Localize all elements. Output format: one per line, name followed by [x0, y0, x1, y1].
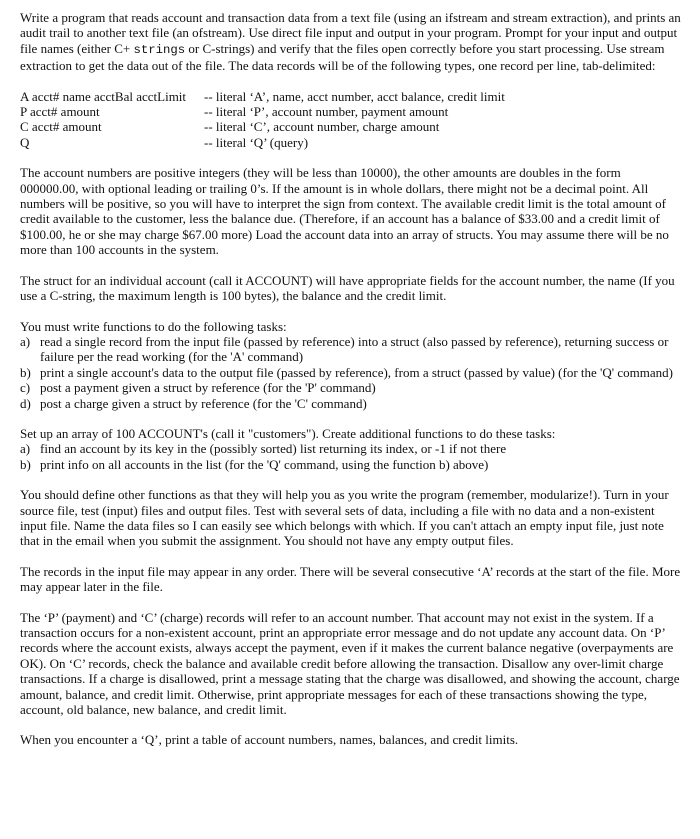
record-format: C acct# amount: [20, 119, 102, 135]
list-item-text: find an account by its key in the (possibly sorted) list returning its index, or -1 if not there: [40, 441, 507, 457]
functions-intro: You must write functions to do the following tasks:: [20, 318, 287, 334]
list-item-text: post a charge given a struct by reference (for the 'C' command): [40, 395, 367, 411]
list-item-label: c): [20, 380, 31, 396]
list-item-text: print a single account's data to the output file (passed by reference), from a struct (passed by value) (for the 'Q' command): [40, 364, 673, 380]
array-tasks-list: [20, 441, 682, 472]
list-item-label: a): [20, 441, 31, 457]
list-item: [20, 441, 682, 456]
functions-list: [20, 334, 682, 411]
array-tasks-intro: Set up an array of 100 ACCOUNT's (call it "customers"). Create additional functions to do these tasks:: [20, 425, 556, 441]
record-format: Q: [20, 134, 30, 150]
payment-charge-paragraph: The ‘P’ (payment) and ‘C’ (charge) records will refer to an account number. That account may not exist in the system. If a transaction occurs for a non-existent account, print an appropriate error message and do not update any account data. On ‘P’ records where the account exists, always accept the payment, even if it makes the current balance negative (overpayments are OK). On ‘C’ records, check the balance and available credit before allowing the transaction. Disallow any over-limit charge transactions. If a charge is disallowed, print a message stating that the charge was disallowed, and showing the account, charge amount, balance, and credit limit. Otherwise, print appropriate messages for each of these transactions showing the type, account, old balance, new balance, and credit limit.: [20, 609, 680, 718]
record-description: -- literal ‘P’, account number, payment amount: [204, 104, 449, 120]
list-item-label: a): [20, 333, 31, 349]
query-paragraph: When you encounter a ‘Q’, print a table of account numbers, names, balances, and credit limits.: [20, 732, 519, 748]
define-functions-paragraph: You should define other functions as that they will help you as you write the program (remember, modularize!). Turn in your source file, test (input) files and output files. Test with several sets of data, including a file with no data and a non-existent input file. Name the data files so I can easily see which belongs with which. If you can't attach an empty input file, just note that in the email when you submit the assignment. You should not have any empty output files.: [20, 487, 669, 549]
list-item-label: d): [20, 395, 31, 411]
list-item: [20, 334, 682, 365]
list-item: [20, 365, 682, 380]
list-item: [20, 380, 682, 395]
intro-paragraph: [20, 10, 682, 74]
record-description: -- literal ‘Q’ (query): [204, 134, 309, 150]
intro-text-2: or C-strings) and verify that the files open correctly before you start processing. Use stream extraction to get the data out of the file. The data records will be of the following types, one record per line, tab-delimited:: [20, 40, 665, 74]
intro-code-strings: strings: [133, 42, 186, 57]
record-types-table: [20, 89, 682, 151]
record-description: -- literal ‘C’, account number, charge amount: [204, 119, 440, 135]
struct-paragraph: The struct for an individual account (call it ACCOUNT) will have appropriate fields for the account number, the name (If you use a C-string, the maximum length is 100 bytes), the balance and the credit limit.: [20, 272, 675, 304]
list-item: [20, 457, 682, 472]
list-item-text: print info on all accounts in the list (for the 'Q' command, using the function b) above): [40, 456, 489, 472]
numbers-paragraph: The account numbers are positive integers (they will be less than 10000), the other amounts are doubles in the form 000000.00, with optional leading or trailing 0’s. If the amount is in whole dollars, there might not be a decimal point. All numbers will be positive, so you will have to interpret the sign from context. The available credit limit is the total amount of credit available to the customer, less the balance due. (Therefore, if an account has a balance of $33.00 and a credit limit of $100.00, he or she may charge $67.00 more) Load the account data into an array of structs. You may assume there will be no more than 100 accounts in the system.: [20, 165, 669, 258]
intro-text-1: Write a program that reads account and transaction data from a text file (using an ifstream and stream extraction), and prints an audit trail to another text file (an ofstream). Use direct file input and output in your program. Prompt for your input and output file names (either C+: [20, 10, 681, 56]
record-description: -- literal ‘A’, name, acct number, acct balance, credit limit: [204, 88, 505, 104]
list-item-text: post a payment given a struct by reference (for the 'P' command): [40, 380, 376, 396]
record-order-paragraph: The records in the input file may appear in any order. There will be several consecutive ‘A’ records at the start of the file. More may appear later in the file.: [20, 563, 681, 595]
list-item: [20, 396, 682, 411]
list-item-text: read a single record from the input file (passed by reference) into a struct (also passed by reference), returning success or failure per the read working (for the 'A' command): [40, 333, 669, 365]
list-item-label: b): [20, 364, 31, 380]
record-format: A acct# name acctBal acctLimit: [20, 88, 187, 104]
record-format: P acct# amount: [20, 104, 100, 120]
list-item-label: b): [20, 456, 31, 472]
